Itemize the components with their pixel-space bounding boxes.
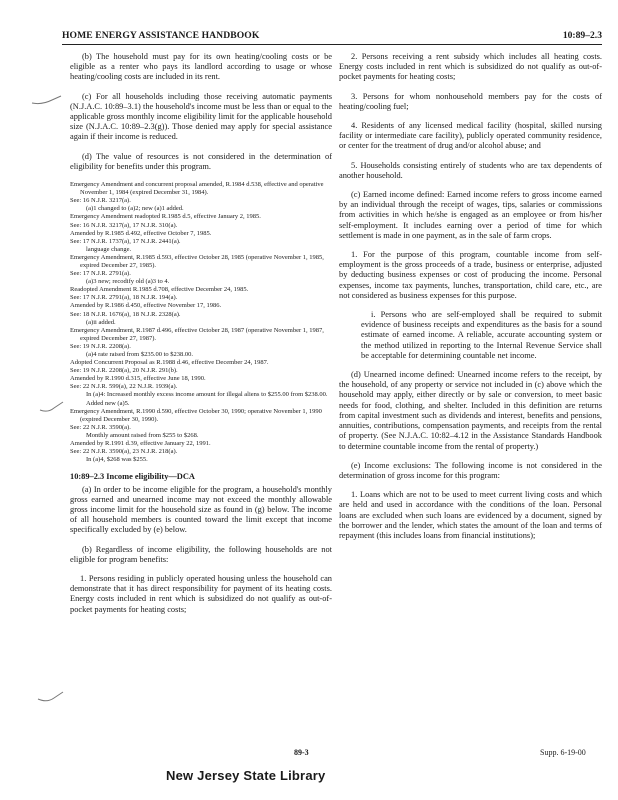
header-section-number: 10:89–2.3 (562, 30, 602, 41)
item-5: 5. Households consisting entirely of students who are tax dependents of another household. (339, 160, 602, 180)
exclusion-item-1: 1. Loans which are not to be used to meet current living costs and which are held and used in accordance with the conditions of the loan. Personal loans are excluded when such loans are evidenced by a document, signed by the borrower and the lender, which states the amount of the loan and terms of repayment (this includes loans from financial institutions); (339, 490, 602, 540)
history-entry: (a)1 changed to (a)2; new (a)1 added. (86, 205, 184, 213)
history-entry: See: 17 N.J.R. 2791(a), 18 N.J.R. 194(a). (70, 294, 178, 302)
section-paragraph-b: (b) Regardless of income eligibility, the following households are not eligible for program benefits: (70, 544, 332, 564)
history-entry: Monthly amount raised from $255 to $268. (86, 431, 199, 439)
earned-income-item-i: i. Persons who are self-employed shall be required to submit evidence of business receipts and expenditures as the basis for a sound estimate of earned income. A reliable, accurate accounting system or the method utilized in reporting to the Internal Revenue Service shall be acceptable for determining countable net income. (361, 310, 602, 360)
paragraph-b: (b) The household must pay for its own heating/cooling costs or be eligible as a renter who pays its landlord according to usage or whose heating/cooling costs are included in its rent. (70, 52, 332, 82)
history-entry: See: 19 N.J.R. 2208(a). (70, 342, 131, 350)
supplement-date: Supp. 6-19-00 (540, 748, 586, 757)
history-entry: Emergency Amendment and concurrent proposal amended, R.1984 d.538, effective and operative November 1, 1984 (expired December 31, 1984). (70, 181, 324, 197)
left-column (70, 52, 332, 624)
margin-pencil-mark-icon (38, 400, 66, 414)
amendment-history (70, 181, 332, 464)
paragraph-d: (d) The value of resources is not considered in the determination of eligibility for benefits under this program. (70, 151, 332, 171)
history-entry: In (a)4, $268 was $255. (86, 456, 148, 464)
history-entry: (a)ii added. (86, 318, 116, 326)
history-entry: (a)3 new; recodify old (a)3 to 4. (86, 278, 170, 286)
history-entry: Emergency Amendment readopted R.1985 d.5, effective January 2, 1985. (70, 213, 261, 221)
margin-pencil-mark-icon (30, 94, 64, 106)
history-entry: See: 18 N.J.R. 1676(a), 18 N.J.R. 2328(a). (70, 310, 181, 318)
paragraph-income-exclusions: (e) Income exclusions: The following income is not considered in the determination of gross income for this program: (339, 460, 602, 480)
history-entry: In (a)4: Increased monthly excess income amount for illegal aliens to $255.00 from $238.00. Added new (a)5. (86, 391, 328, 407)
history-entry: Readopted Amendment R.1985 d.708, effective December 24, 1985. (70, 286, 249, 294)
history-entry: language change. (86, 245, 132, 253)
item-2: 2. Persons receiving a rent subsidy which includes all heating costs. Energy costs included in rent which is subsidized do not qualify as out-of-pocket payments for heating costs; (339, 52, 602, 82)
earned-income-item-1: 1. For the purpose of this program, countable income from self-employment is the gross proceeds of a trade, business or enterprise, adjusted by deducting business expenses or cost of producing the income. Personal expenses, income tax payments, lunches, transportation, child care, etc., are not considered as business expenses for this purpose. (339, 250, 602, 300)
paragraph-unearned-income: (d) Unearned income defined: Unearned income refers to the receipt, by the household, of any property or service not included in (c) above which the household may apply, either directly or by sale or conversion, to meet basic needs for food, clothing, and shelter. Included in this definition are returns from capital investment such as dividends and interest, benefits and pensions, annuities, contributions, compensation payments, and receipts from the rental of property. (See N.J.A.C. 10:82–4.12 in the Assistance Standards Handbook to determine countable income from the rental of property.) (339, 370, 602, 451)
margin-pencil-mark-icon (36, 690, 66, 704)
section-item-1: 1. Persons residing in publicly operated housing unless the household can demonstrate that it has direct responsibility for payment of its heating costs. Energy costs included in rent which is subsidized do not qualify as out-of-pocket payments for heating costs; (70, 573, 332, 614)
history-entry: See: 22 N.J.R. 599(a), 22 N.J.R. 1939(a). (70, 383, 178, 391)
history-entry: Amended by R.1990 d.315, effective June 18, 1990. (70, 375, 206, 383)
history-entry: Emergency Amendment, R.1985 d.593, effective October 28, 1985 (operative November 1, 1985, expired December 27, 1985). (70, 253, 324, 269)
history-entry: See: 16 N.J.R. 3217(a), 17 N.J.R. 310(a). (70, 221, 178, 229)
history-entry: See: 17 N.J.R. 2791(a). (70, 270, 131, 278)
history-entry: Amended by R.1991 d.39, effective January 22, 1991. (70, 440, 211, 448)
paragraph-earned-income: (c) Earned income defined: Earned income refers to gross income earned by an individual through the receipt of wages, tips, salaries or commissions from activities in which he/she is engaged as an employee or from his/her self-employment. It includes earning over a period of time for which settlement is made in one payment, as in the sale of farm crops. (339, 190, 602, 240)
history-entry: Amended by R.1986 d.450, effective November 17, 1986. (70, 302, 222, 310)
item-3: 3. Persons for whom nonhousehold members pay for the costs of heating/cooling fuel; (339, 91, 602, 111)
history-entry: Adopted Concurrent Proposal as R.1988 d.46, effective December 24, 1987. (70, 359, 269, 367)
library-stamp: New Jersey State Library (166, 768, 326, 783)
history-entry: (a)4 rate raised from $235.00 to $238.00. (86, 351, 194, 358)
history-entry: Emergency Amendment, R.1990 d.590, effective October 30, 1990; operative November 1, 1990 (expired December 30, 1990). (70, 407, 322, 423)
history-entry: See: 22 N.J.R. 3590(a). (70, 423, 131, 431)
paragraph-c: (c) For all households including those receiving automatic payments (N.J.A.C. 10:89–3.1) the household's income must be less than or equal to the applicable gross monthly income eligibility limit for the applicable household size (N.J.A.C. 10:89–2.3(g)). Those denied may apply for special assistance again if their income is reduced. (70, 91, 332, 142)
history-entry: Amended by R.1985 d.492, effective October 7, 1985. (70, 229, 212, 237)
history-entry: See: 19 N.J.R. 2208(a), 20 N.J.R. 291(b). (70, 367, 178, 375)
section-heading: 10:89–2.3 Income eligibility—DCA (70, 472, 195, 482)
history-entry: See: 16 N.J.R. 3217(a). (70, 197, 131, 205)
right-column (339, 52, 602, 550)
page-number: 89-3 (294, 748, 309, 757)
running-header (62, 30, 602, 45)
header-title: HOME ENERGY ASSISTANCE HANDBOOK (62, 30, 260, 41)
history-entry: See: 22 N.J.R. 3590(a), 23 N.J.R. 218(a). (70, 448, 178, 456)
history-entry: Emergency Amendment, R.1987 d.496, effective October 28, 1987 (operative November 1, 1987, expired December 27, 1987). (70, 326, 324, 342)
history-entry: See: 17 N.J.R. 1737(a), 17 N.J.R. 2441(a). (70, 237, 181, 245)
section-paragraph-a: (a) In order to be income eligible for the program, a household's monthly gross earned and unearned income may not exceed the monthly allowable gross income limit for the household size as found in (g) below. The income of all household members is counted toward the limit except that income specifically excluded by (e) below. (70, 484, 332, 535)
item-4: 4. Residents of any licensed medical facility (hospital, skilled nursing facility or intermediate care facility), publicly operated community residence, or center for the treatment of drug and/or alcohol abuse; and (339, 121, 602, 151)
